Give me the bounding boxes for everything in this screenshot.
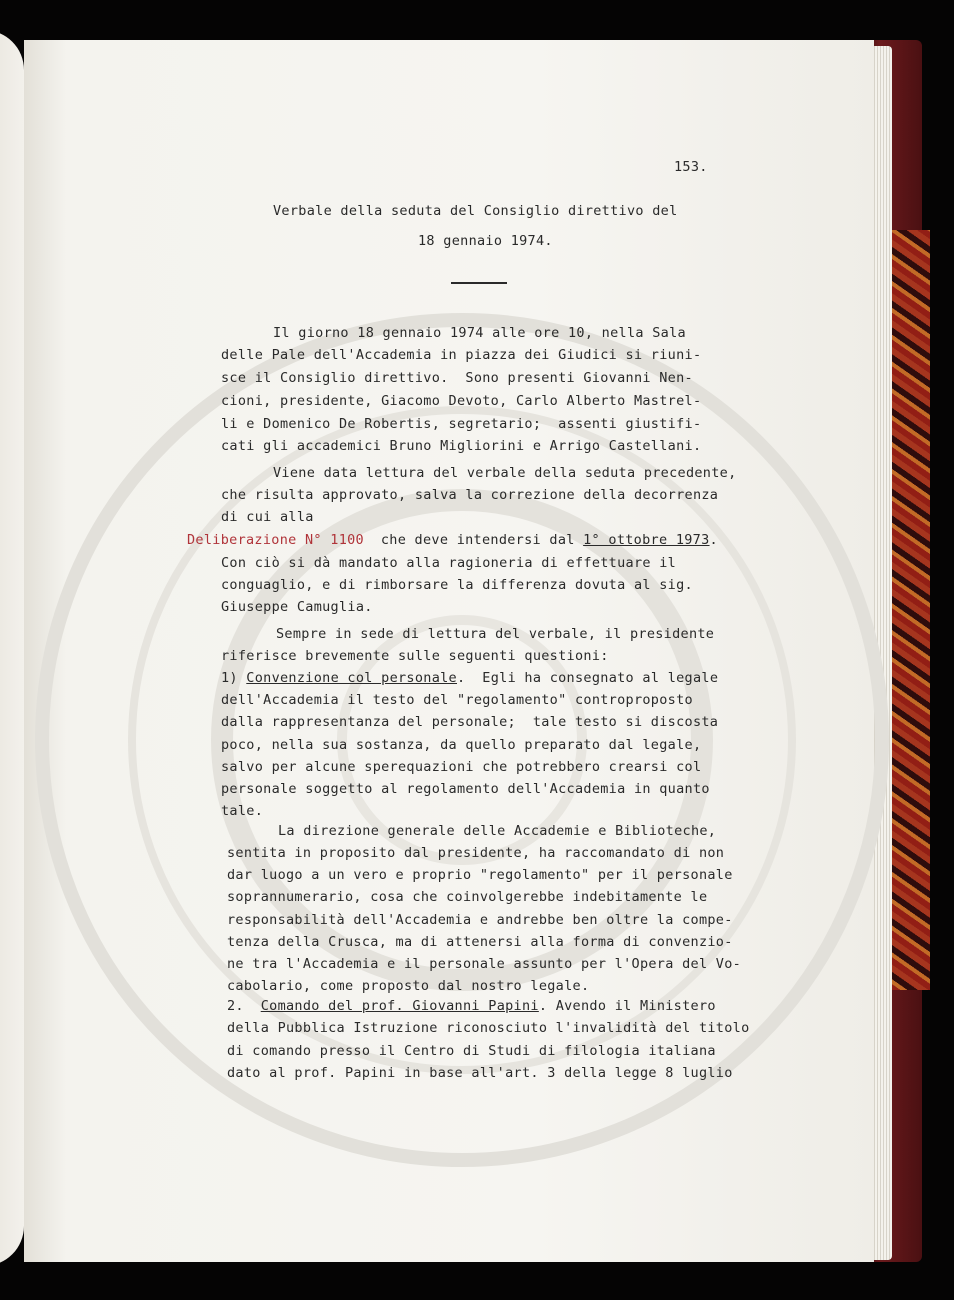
paragraph-line: Il giorno 18 gennaio 1974 alle ore 10, nella Sala xyxy=(273,325,686,341)
item-1-line xyxy=(221,670,718,686)
paragraph-line: responsabilità dell'Accademia e andrebbe ben oltre la compe- xyxy=(227,912,733,928)
item-2-line xyxy=(227,998,716,1014)
paragraph-line: Giuseppe Camuglia. xyxy=(221,599,373,615)
deliberation-date: 1° ottobre 1973 xyxy=(583,532,710,548)
deliberation-line xyxy=(187,532,718,548)
paragraph-line: cati gli accademici Bruno Migliorini e Arrigo Castellani. xyxy=(221,438,702,454)
paragraph-line: ne tra l'Accademia e il personale assunto per l'Opera del Vo- xyxy=(227,956,742,972)
paragraph-line: di cui alla xyxy=(221,509,314,525)
deliberation-reference: Deliberazione N° 1100 xyxy=(187,532,364,548)
paragraph-line: sentita in proposito dal presidente, ha raccomandato di non xyxy=(227,845,725,861)
item-1-number: 1) xyxy=(221,670,247,686)
item-1-heading: Convenzione col personale xyxy=(246,670,457,686)
deliberation-text: che deve intendersi dal xyxy=(363,532,584,548)
paragraph-line: salvo per alcune sperequazioni che potrebbero crearsi col xyxy=(221,759,702,775)
paragraph-line: tenza della Crusca, ma di attenersi alla forma di convenzio- xyxy=(227,934,733,950)
title-line-1: Verbale della seduta del Consiglio direttivo del xyxy=(273,203,678,219)
paragraph-line: Con ciò si dà mandato alla ragioneria di effettuare il xyxy=(221,555,677,571)
paragraph-line: conguaglio, e di rimborsare la differenza dovuta al sig. xyxy=(221,577,693,593)
paragraph-line: di comando presso il Centro di Studi di filologia italiana xyxy=(227,1043,716,1059)
deliberation-end: . xyxy=(709,532,718,548)
paragraph-line: della Pubblica Istruzione riconosciuto l'invalidità del titolo xyxy=(227,1020,750,1036)
paragraph-line: delle Pale dell'Accademia in piazza dei Giudici si riuni- xyxy=(221,347,702,363)
paragraph-line: dar luogo a un vero e proprio "regolamento" per il personale xyxy=(227,867,733,883)
paragraph-line: cabolario, come proposto dal nostro legale. xyxy=(227,978,590,994)
page-number: 153. xyxy=(674,159,708,175)
paragraph-line: li e Domenico De Robertis, segretario; assenti giustifi- xyxy=(221,416,702,432)
marbled-endpaper xyxy=(890,230,930,990)
paragraph-line: tale. xyxy=(221,803,264,819)
paragraph-line: Viene data lettura del verbale della seduta precedente, xyxy=(273,465,737,481)
paragraph-line: riferisce brevemente sulle seguenti questioni: xyxy=(221,648,609,664)
item-2-text: . Avendo il Ministero xyxy=(538,998,716,1014)
paragraph-line: poco, nella sua sostanza, da quello preparato dal legale, xyxy=(221,737,702,753)
paragraph-line: La direzione generale delle Accademie e Biblioteche, xyxy=(278,823,717,839)
paragraph-line: sce il Consiglio direttivo. Sono presenti Giovanni Nen- xyxy=(221,370,693,386)
paragraph-line: dell'Accademia il testo del "regolamento" controproposto xyxy=(221,692,693,708)
paragraph-line: personale soggetto al regolamento dell'Accademia in quanto xyxy=(221,781,710,797)
item-1-text: . Egli ha consegnato al legale xyxy=(457,670,719,686)
item-2-heading: Comando del prof. Giovanni Papini xyxy=(260,998,539,1014)
left-page-edge xyxy=(0,30,24,1266)
title-rule xyxy=(451,282,507,284)
paragraph-line: dalla rappresentanza del personale; tale testo si discosta xyxy=(221,714,719,730)
paragraph-line: cioni, presidente, Giacomo Devoto, Carlo Alberto Mastrel- xyxy=(221,393,702,409)
item-2-number: 2. xyxy=(227,998,261,1014)
paragraph-line: soprannumerario, cosa che coinvolgerebbe indebitamente le xyxy=(227,889,708,905)
title-line-2: 18 gennaio 1974. xyxy=(418,233,553,249)
paragraph-line: che risulta approvato, salva la correzione della decorrenza xyxy=(221,487,719,503)
paragraph-line: dato al prof. Papini in base all'art. 3 della legge 8 luglio xyxy=(227,1065,733,1081)
paragraph-line: Sempre in sede di lettura del verbale, il presidente xyxy=(276,626,715,642)
